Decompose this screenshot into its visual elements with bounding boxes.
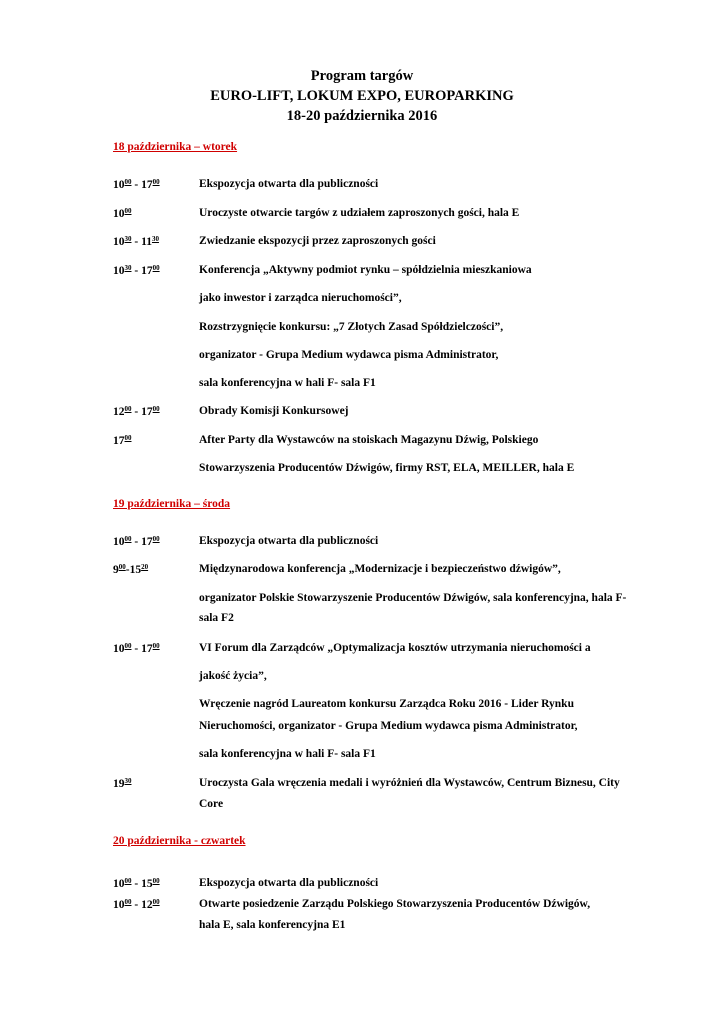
event-description: Wręczenie nagród Laureatom konkursu Zarządca Roku 2016 - Lider Rynku (199, 698, 574, 710)
event-time: $10^{30} - 17^{00}$ (113, 264, 160, 277)
document-subtitle-dates: 18-20 października 2016 (286, 108, 438, 124)
event-description: Nieruchomości, organizator - Grupa Medium wydawca pisma Administrator, (199, 720, 578, 732)
event-description: Ekspozycja otwarta dla publiczności (199, 178, 379, 190)
event-time: $10^{00}$ (113, 207, 132, 220)
event-description: Zwiedzanie ekspozycji przez zaproszonych gości (199, 235, 436, 247)
event-description: Stowarzyszenia Producentów Dźwigów, firmy RST, ELA, MEILLER, hala E (199, 462, 575, 474)
event-description: Obrady Komisji Konkursowej (199, 405, 349, 417)
event-time: $10^{00} - 17^{00}$ (113, 642, 160, 655)
event-description: Uroczyste otwarcie targów z udziałem zaproszonych gości, hala E (199, 207, 520, 219)
event-time: $10^{00} - 17^{00}$ (113, 535, 160, 548)
event-description: Ekspozycja otwarta dla publiczności (199, 877, 379, 889)
event-description: jako inwestor i zarządca nieruchomości”, (199, 292, 402, 304)
event-description: VI Forum dla Zarządców „Optymalizacja kosztów utrzymania nieruchomości a (199, 642, 591, 654)
event-description: organizator - Grupa Medium wydawca pisma Administrator, (199, 349, 499, 361)
event-time: $10^{30} - 11^{30}$ (113, 235, 159, 248)
event-description: After Party dla Wystawców na stoiskach Magazynu Dźwig, Polskiego (199, 434, 539, 446)
event-time: $10^{00} - 12^{00}$ (113, 898, 160, 911)
event-description: sala konferencyjna w hali F- sala F1 (199, 748, 376, 760)
event-description: Uroczysta Gala wręczenia medali i wyróżnień dla Wystawców, Centrum Biznesu, City (199, 777, 620, 789)
event-description: Konferencja „Aktywny podmiot rynku – spółdzielnia mieszkaniowa (199, 264, 532, 276)
day-heading: 20 października - czwartek (113, 835, 246, 847)
event-description: Ekspozycja otwarta dla publiczności (199, 535, 379, 547)
document-title: Program targów (310, 68, 414, 84)
document-subtitle-events: EURO-LIFT, LOKUM EXPO, EUROPARKING (210, 88, 514, 104)
day-heading: 19 października – środa (113, 498, 231, 510)
event-time: $10^{00} - 15^{00}$ (113, 877, 160, 890)
event-description: organizator Polskie Stowarzyszenie Producentów Dźwigów, sala konferencyjna, hala F- (199, 592, 627, 604)
event-time: $17^{00}$ (113, 434, 132, 447)
event-description: Rozstrzygnięcie konkursu: „7 Złotych Zasad Spółdzielczości”, (199, 321, 504, 333)
event-description: sala F2 (199, 612, 234, 624)
event-description: Core (199, 798, 224, 810)
event-description: Międzynarodowa konferencja „Modernizacje i bezpieczeństwo dźwigów”, (199, 563, 561, 575)
event-description: jakość życia”, (199, 670, 267, 682)
event-description: sala konferencyjna w hali F- sala F1 (199, 377, 376, 389)
event-description: hala E, sala konferencyjna E1 (199, 919, 346, 931)
event-time: $9^{00}-15^{20}$ (113, 563, 149, 576)
event-description: Otwarte posiedzenie Zarządu Polskiego Stowarzyszenia Producentów Dźwigów, (199, 898, 591, 910)
day-heading: 18 października – wtorek (113, 141, 238, 153)
event-time: $19^{30}$ (113, 777, 132, 790)
event-time: $12^{00} - 17^{00}$ (113, 405, 160, 418)
event-time: $10^{00} - 17^{00}$ (113, 178, 160, 191)
